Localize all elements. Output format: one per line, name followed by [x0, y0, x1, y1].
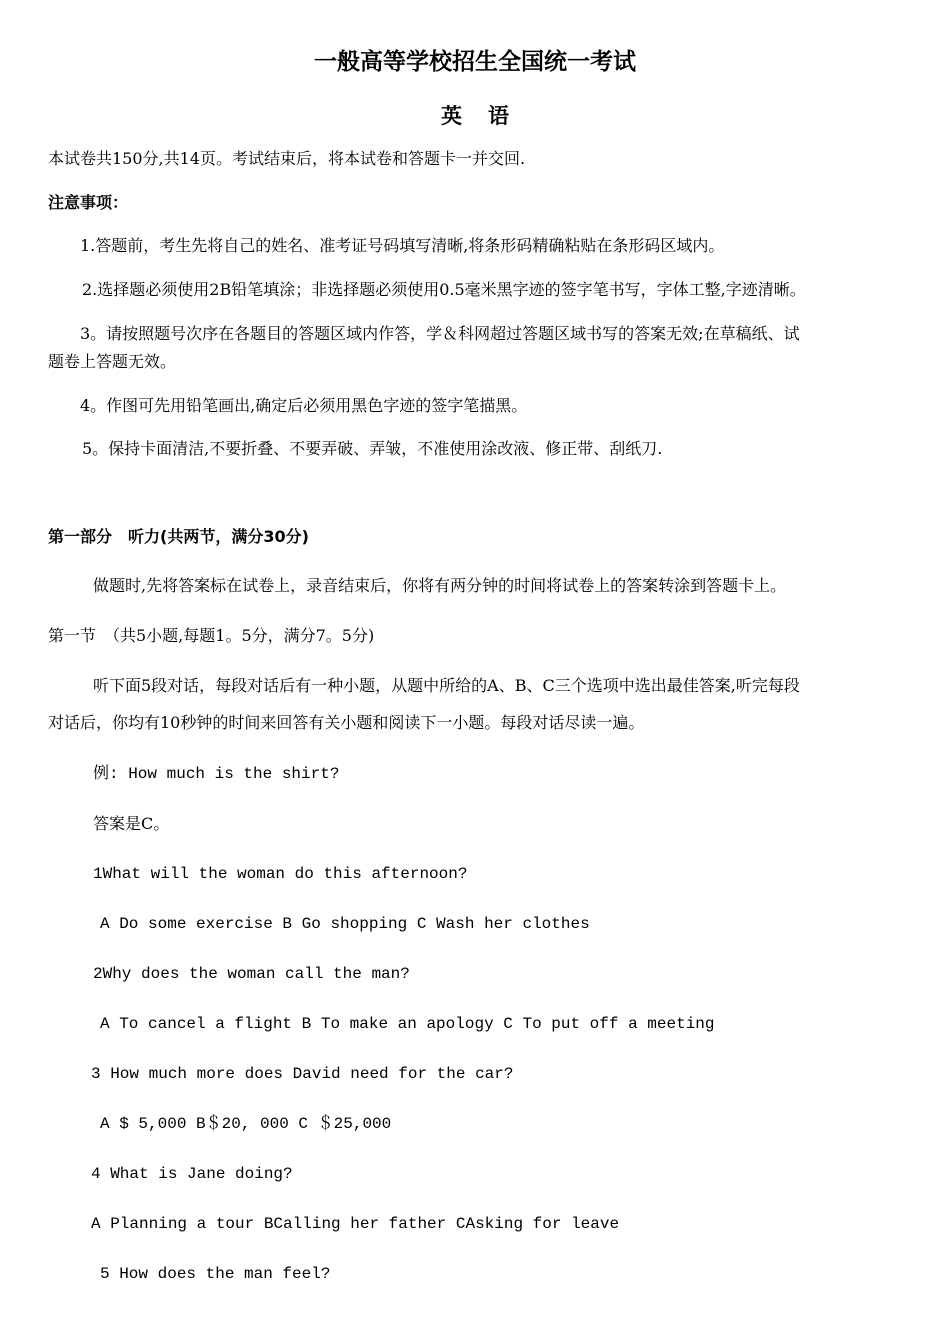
- section1-instruction-line1: 听下面5段对话，每段对话后有一种小题，从题中所给的A、B、C三个选项中选出最佳答案,听完每段: [93, 676, 800, 695]
- question-1-options: A Do some exercise B Go shopping C Wash her clothes: [100, 915, 590, 933]
- note-item-3: 3。请按照题号次序在各题目的答题区域内作答，学＆科网超过答题区域书写的答案无效;在草稿纸、试: [80, 324, 800, 343]
- note-item-3-continued: 题卷上答题无效。: [48, 352, 177, 371]
- intro-text: 本试卷共150分,共14页。考试结束后，将本试卷和答题卡一并交回.: [48, 149, 526, 168]
- section1-instruction-line2: 对话后，你均有10秒钟的时间来回答有关小题和阅读下一小题。每段对话尽读一遍。: [48, 713, 645, 732]
- question-3: 3 How much more does David need for the car?: [91, 1065, 514, 1083]
- example-answer: 答案是C。: [93, 814, 170, 833]
- question-5: 5 How does the man feel?: [100, 1265, 331, 1283]
- part1-heading: 第一部分 听力(共两节，满分30分): [48, 527, 309, 546]
- question-1: 1What will the woman do this afternoon?: [93, 865, 468, 883]
- question-3-options: A $ 5,000 B＄20, 000 C ＄25,000: [100, 1115, 392, 1133]
- part1-instruction: 做题时,先将答案标在试卷上，录音结束后，你将有两分钟的时间将试卷上的答案转涂到答题卡上。: [93, 576, 787, 595]
- question-2: 2Why does the woman call the man?: [93, 965, 410, 983]
- exam-title: 一般高等学校招生全国统一考试: [314, 49, 636, 75]
- question-4-options: A Planning a tour BCalling her father CAsking for leave: [91, 1215, 620, 1233]
- section1-heading: 第一节 （共5小题,每题1。5分，满分7。5分): [48, 626, 375, 645]
- note-item-2: 2.选择题必须使用2B铅笔填涂；非选择题必须使用0.5毫米黑字迹的签字笔书写，字体工整,字迹清晰。: [82, 280, 806, 299]
- note-item-1: 1.答题前，考生先将自己的姓名、准考证号码填写清晰,将条形码精确粘贴在条形码区域内。: [80, 236, 725, 255]
- question-4: 4 What is Jane doing?: [91, 1165, 293, 1183]
- subject-title: 英语: [441, 104, 535, 128]
- notes-heading: 注意事项：: [48, 193, 129, 212]
- question-2-options: A To cancel a flight B To make an apology C To put off a meeting: [100, 1015, 715, 1033]
- note-item-5: 5。保持卡面清洁,不要折叠、不要弄破、弄皱，不准使用涂改液、修正带、刮纸刀.: [82, 439, 663, 458]
- note-item-4: 4。作图可先用铅笔画出,确定后必须用黑色字迹的签字笔描黑。: [80, 396, 528, 415]
- example-question: 例: How much is the shirt?: [93, 765, 340, 783]
